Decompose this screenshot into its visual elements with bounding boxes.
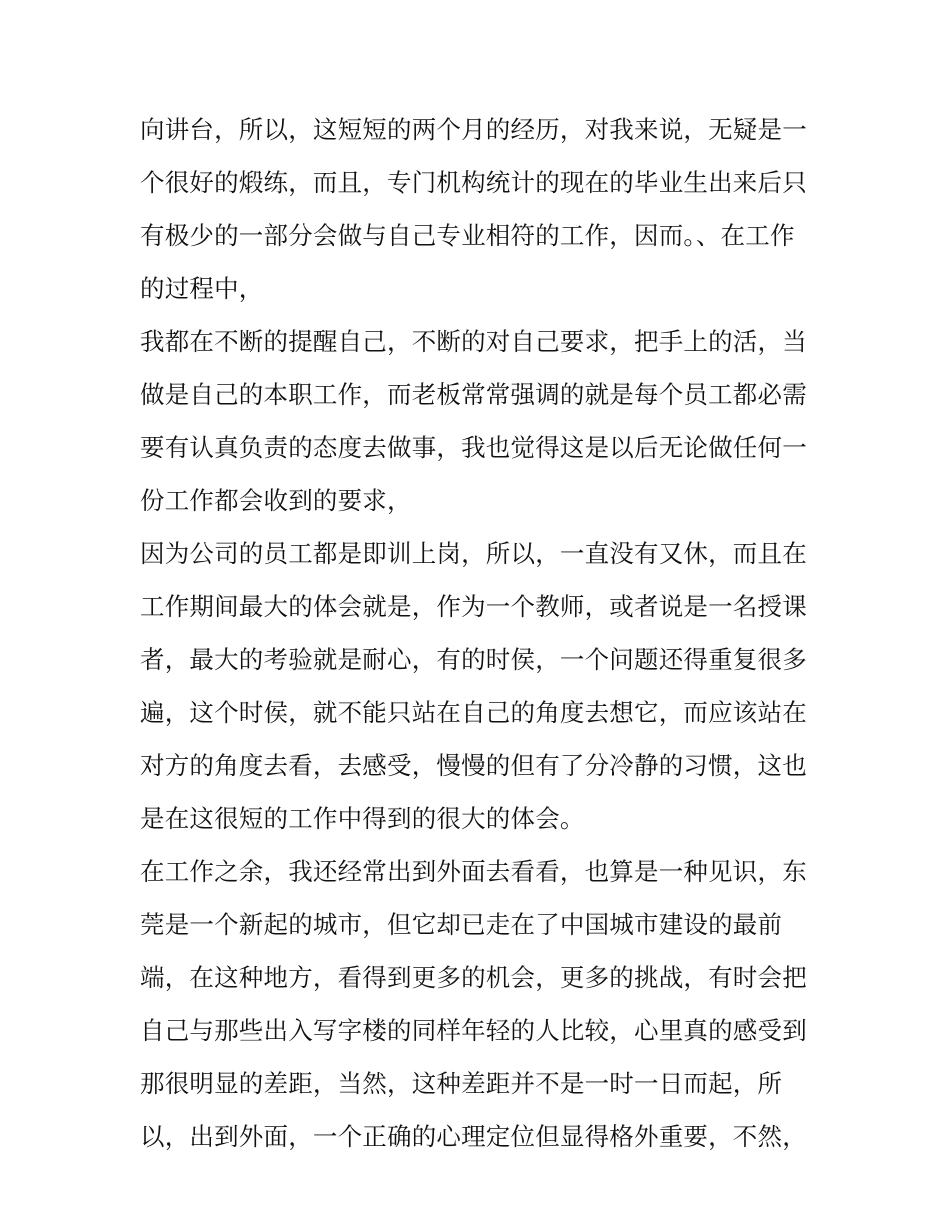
text-line: 自己与那些出入写字楼的同样年轻的人比较，心里真的感受到 bbox=[140, 1016, 807, 1045]
text-line: 莞是一个新起的城市，但它却已走在了中国城市建设的最前 bbox=[140, 910, 783, 939]
text-line: 是在这很短的工作中得到的很大的体会。 bbox=[140, 804, 585, 833]
text-line: 个很好的煅练，而且，专门机构统计的现在的毕业生出来后只 bbox=[140, 168, 807, 197]
text-line: 因为公司的员工都是即训上岗，所以，一直没有又休，而且在 bbox=[140, 539, 807, 568]
text-line: 做是自己的本职工作，而老板常常强调的就是每个员工都必需 bbox=[140, 380, 807, 409]
text-line: 要有认真负责的态度去做事，我也觉得这是以后无论做任何一 bbox=[140, 433, 807, 462]
body-text bbox=[140, 103, 820, 1163]
text-line: 有极少的一部分会做与自己专业相符的工作，因而。、在工作 bbox=[140, 221, 795, 250]
text-line: 我都在不断的提醒自己，不断的对自己要求，把手上的活，当 bbox=[140, 327, 807, 356]
text-line: 在工作之余，我还经常出到外面去看看，也算是一种见识，东 bbox=[140, 857, 807, 886]
text-line: 以，出到外面，一个正确的心理定位但显得格外重要，不然， bbox=[140, 1122, 807, 1151]
text-line: 向讲台，所以，这短短的两个月的经历，对我来说，无疑是一 bbox=[140, 115, 807, 144]
text-line: 那很明显的差距，当然，这种差距并不是一时一日而起，所 bbox=[140, 1069, 783, 1098]
text-line: 对方的角度去看，去感受，慢慢的但有了分冷静的习惯，这也 bbox=[140, 751, 807, 780]
text-line: 份工作都会收到的要求， bbox=[140, 486, 412, 515]
text-line: 者，最大的考验就是耐心，有的时侯，一个问题还得重复很多 bbox=[140, 645, 807, 674]
text-line: 端，在这种地方，看得到更多的机会，更多的挑战，有时会把 bbox=[140, 963, 807, 992]
text-line: 遍，这个时侯，就不能只站在自己的角度去想它，而应该站在 bbox=[140, 698, 807, 727]
text-line: 的过程中， bbox=[140, 274, 264, 303]
text-line: 工作期间最大的体会就是，作为一个教师，或者说是一名授课 bbox=[140, 592, 807, 621]
